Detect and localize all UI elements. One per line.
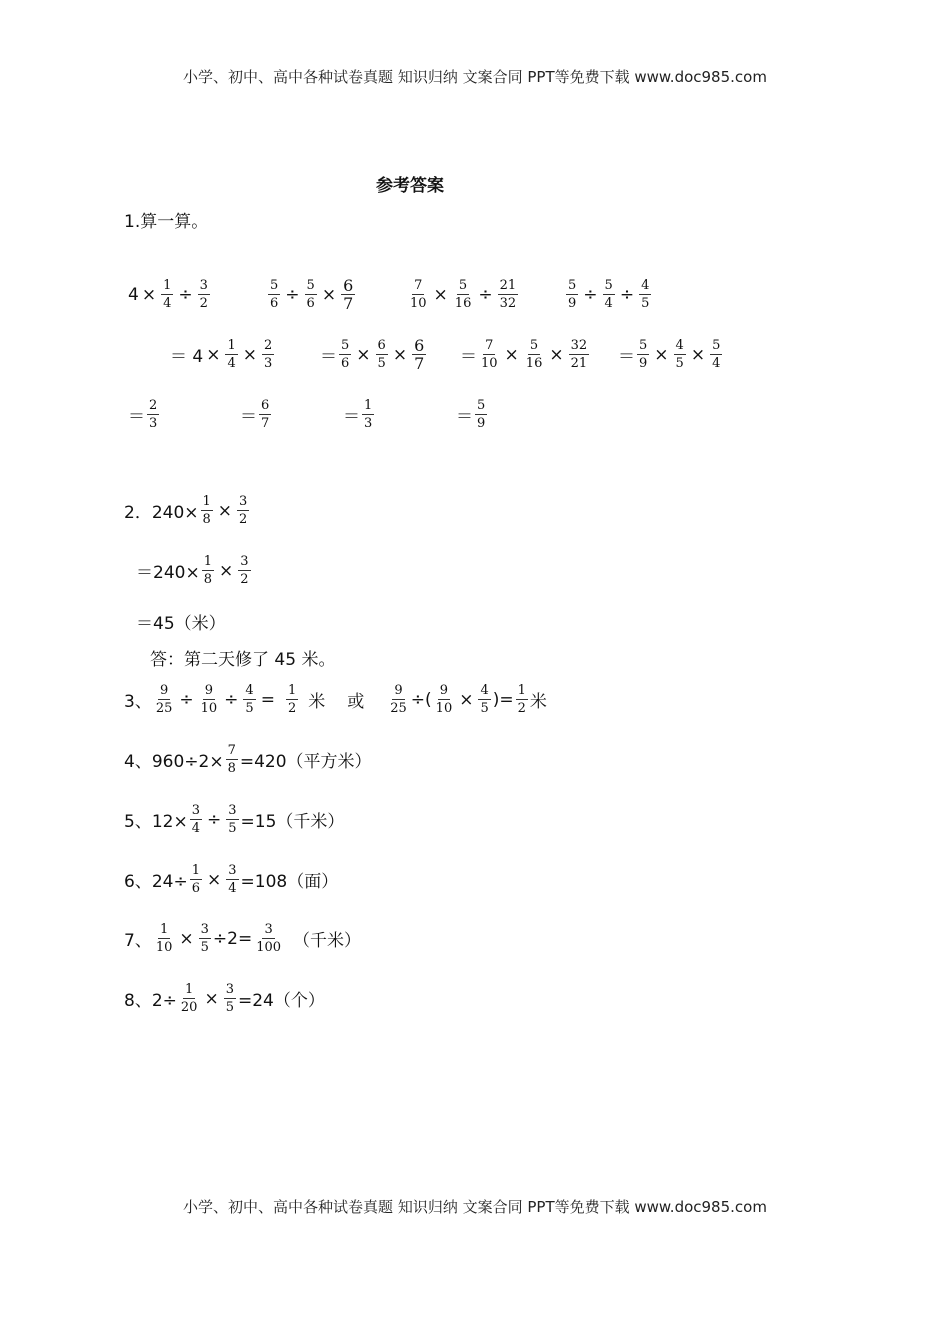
equals-sign: ＝ bbox=[343, 407, 360, 427]
fraction: $\frac{5}{4}$ bbox=[604, 278, 613, 311]
fraction: $\frac{1}{8}$ bbox=[202, 494, 211, 527]
q2-lead2: ＝240× bbox=[136, 563, 200, 583]
q7-tail: （千米） bbox=[293, 931, 362, 951]
or-label: 或 bbox=[347, 692, 365, 712]
fraction: $\frac{6}{7}$ bbox=[414, 336, 425, 373]
fraction: $\frac{1}{2}$ bbox=[287, 683, 297, 716]
q6-lead: 6、24÷ bbox=[124, 872, 188, 892]
times-sign: × bbox=[206, 344, 221, 365]
times-sign: × bbox=[433, 284, 448, 305]
q7-lead: 7、 bbox=[124, 931, 152, 951]
fraction: $\frac{5}{16}$ bbox=[454, 278, 472, 311]
unit-label: 米 bbox=[308, 692, 326, 712]
fraction: $\frac{1}{2}$ bbox=[517, 683, 526, 716]
fraction: $\frac{5}{9}$ bbox=[639, 338, 648, 371]
q1a-result bbox=[128, 398, 161, 431]
times-sign: × bbox=[356, 344, 371, 365]
times-sign: × bbox=[321, 284, 337, 305]
fraction: $\frac{5}{4}$ bbox=[712, 338, 721, 371]
fraction: $\frac{3}{100}$ bbox=[256, 922, 282, 955]
q1d-result bbox=[456, 398, 489, 431]
equals-sign: ＝ bbox=[618, 347, 635, 367]
fraction: $\frac{21}{32}$ bbox=[499, 278, 517, 311]
q5-lead: 5、12× bbox=[124, 812, 188, 832]
fraction: $\frac{32}{21}$ bbox=[570, 338, 588, 371]
times-sign: × bbox=[654, 344, 669, 365]
fraction: $\frac{6}{7}$ bbox=[261, 398, 270, 431]
q2-line3: ＝45（米） bbox=[136, 614, 226, 634]
fraction: $\frac{1}{3}$ bbox=[364, 398, 373, 431]
equals-sign: ＝ bbox=[460, 347, 477, 367]
divide-sign: ÷ bbox=[224, 689, 239, 710]
fraction: $\frac{4}{5}$ bbox=[245, 683, 254, 716]
times-sign: × bbox=[242, 344, 258, 365]
q1a-lead: 4 bbox=[128, 284, 139, 305]
fraction: $\frac{3}{4}$ bbox=[191, 803, 200, 836]
fraction: $\frac{5}{9}$ bbox=[568, 278, 577, 311]
fraction: $\frac{4}{5}$ bbox=[480, 683, 489, 716]
fraction: $\frac{4}{5}$ bbox=[641, 278, 650, 311]
equals-sign: ＝ bbox=[128, 407, 145, 427]
q7-mid: ÷2= bbox=[212, 928, 253, 949]
fraction: $\frac{9}{10}$ bbox=[435, 683, 453, 716]
q8-lead: 8、2÷ bbox=[124, 991, 177, 1011]
equals-sign: ＝ bbox=[456, 407, 473, 427]
fraction: $\frac{3}{2}$ bbox=[239, 494, 248, 527]
q2-line2 bbox=[136, 554, 253, 587]
fraction: $\frac{1}{4}$ bbox=[163, 278, 172, 311]
divide-sign: ÷ bbox=[478, 284, 493, 305]
fraction: $\frac{9}{25}$ bbox=[390, 683, 407, 716]
divide-sign: ÷ bbox=[619, 284, 635, 305]
fraction: $\frac{1}{6}$ bbox=[191, 863, 200, 896]
q1c-line2 bbox=[460, 338, 591, 371]
fraction: $\frac{9}{25}$ bbox=[155, 683, 173, 716]
q1a-lead2: ＝ 4 bbox=[170, 347, 204, 367]
open-paren: ÷( bbox=[410, 689, 432, 710]
fraction: $\frac{5}{6}$ bbox=[306, 278, 315, 311]
fraction: $\frac{3}{4}$ bbox=[228, 863, 237, 896]
times-sign: × bbox=[690, 344, 706, 365]
fraction: $\frac{2}{3}$ bbox=[149, 398, 158, 431]
q1b-result bbox=[240, 398, 273, 431]
fraction: $\frac{5}{9}$ bbox=[477, 398, 486, 431]
q1c-result bbox=[343, 398, 376, 431]
fraction: $\frac{1}{4}$ bbox=[227, 338, 236, 371]
q4-tail: =420（平方米） bbox=[239, 752, 372, 772]
divide-sign: ÷ bbox=[178, 284, 193, 305]
unit-label: 米 bbox=[529, 692, 547, 712]
times-sign: × bbox=[141, 284, 157, 305]
q5-line bbox=[124, 803, 344, 836]
fraction: $\frac{7}{10}$ bbox=[481, 338, 498, 371]
page-title: 参考答案 bbox=[376, 176, 444, 196]
fraction: $\frac{3}{5}$ bbox=[228, 803, 237, 836]
q6-line bbox=[124, 863, 338, 896]
divide-sign: ÷ bbox=[583, 284, 598, 305]
page-header: 小学、初中、高中各种试卷真题 知识归纳 文案合同 PPT等免费下载 www.doc985.com bbox=[183, 68, 767, 86]
times-sign: × bbox=[549, 344, 564, 365]
q1b-line1 bbox=[266, 278, 357, 311]
q1a-line1 bbox=[128, 278, 212, 311]
fraction: $\frac{3}{5}$ bbox=[200, 922, 209, 955]
times-sign: × bbox=[204, 988, 219, 1009]
times-sign: × bbox=[218, 560, 234, 581]
equals-sign: = bbox=[260, 689, 275, 710]
fraction: $\frac{5}{6}$ bbox=[341, 338, 350, 371]
divide-sign: ÷ bbox=[179, 689, 194, 710]
fraction: $\frac{3}{2}$ bbox=[199, 278, 208, 311]
q3-line bbox=[124, 683, 547, 716]
fraction: $\frac{1}{20}$ bbox=[180, 982, 198, 1015]
q1c-line1 bbox=[406, 278, 520, 311]
times-sign: × bbox=[179, 928, 194, 949]
q2-answer: 答：第二天修了 45 米。 bbox=[150, 650, 336, 670]
q7-line bbox=[124, 922, 361, 955]
equals-sign: ＝ bbox=[240, 407, 257, 427]
divide-sign: ÷ bbox=[206, 809, 222, 830]
times-sign: × bbox=[206, 869, 222, 890]
q8-tail: =24（个） bbox=[237, 991, 325, 1011]
times-sign: × bbox=[504, 344, 519, 365]
close-paren: )= bbox=[492, 689, 514, 710]
fraction: $\frac{4}{5}$ bbox=[675, 338, 684, 371]
divide-sign: ÷ bbox=[285, 284, 300, 305]
fraction: $\frac{2}{3}$ bbox=[264, 338, 273, 371]
fraction: $\frac{3}{5}$ bbox=[225, 982, 234, 1015]
q1d-line2 bbox=[618, 338, 724, 371]
times-sign: × bbox=[392, 344, 408, 365]
q4-lead: 4、960÷2× bbox=[124, 752, 224, 772]
q1b-line2 bbox=[320, 338, 428, 371]
q8-line bbox=[124, 982, 325, 1015]
fraction: $\frac{6}{5}$ bbox=[377, 338, 386, 371]
fraction: $\frac{9}{10}$ bbox=[200, 683, 218, 716]
q6-tail: =108（面） bbox=[240, 872, 339, 892]
fraction: $\frac{1}{8}$ bbox=[203, 554, 212, 587]
fraction: $\frac{3}{2}$ bbox=[240, 554, 249, 587]
fraction: $\frac{1}{10}$ bbox=[155, 922, 173, 955]
fraction: $\frac{5}{16}$ bbox=[525, 338, 543, 371]
equals-sign: ＝ bbox=[320, 347, 337, 367]
times-sign: × bbox=[459, 689, 474, 710]
fraction: $\frac{7}{8}$ bbox=[227, 743, 236, 776]
q3-lead: 3、 bbox=[124, 692, 152, 712]
times-sign: × bbox=[217, 500, 233, 521]
q1a-line2 bbox=[170, 338, 276, 371]
q2-line1 bbox=[124, 494, 251, 527]
q1d-line1 bbox=[564, 278, 653, 311]
page-footer: 小学、初中、高中各种试卷真题 知识归纳 文案合同 PPT等免费下载 www.doc985.com bbox=[183, 1198, 767, 1216]
q4-line bbox=[124, 743, 372, 776]
fraction: $\frac{5}{6}$ bbox=[270, 278, 279, 311]
fraction: $\frac{7}{10}$ bbox=[410, 278, 427, 311]
q2-lead: 2．240× bbox=[124, 503, 199, 523]
q5-tail: =15（千米） bbox=[240, 812, 345, 832]
section-1-heading: 1.算一算。 bbox=[124, 212, 209, 232]
fraction: $\frac{6}{7}$ bbox=[343, 276, 354, 313]
